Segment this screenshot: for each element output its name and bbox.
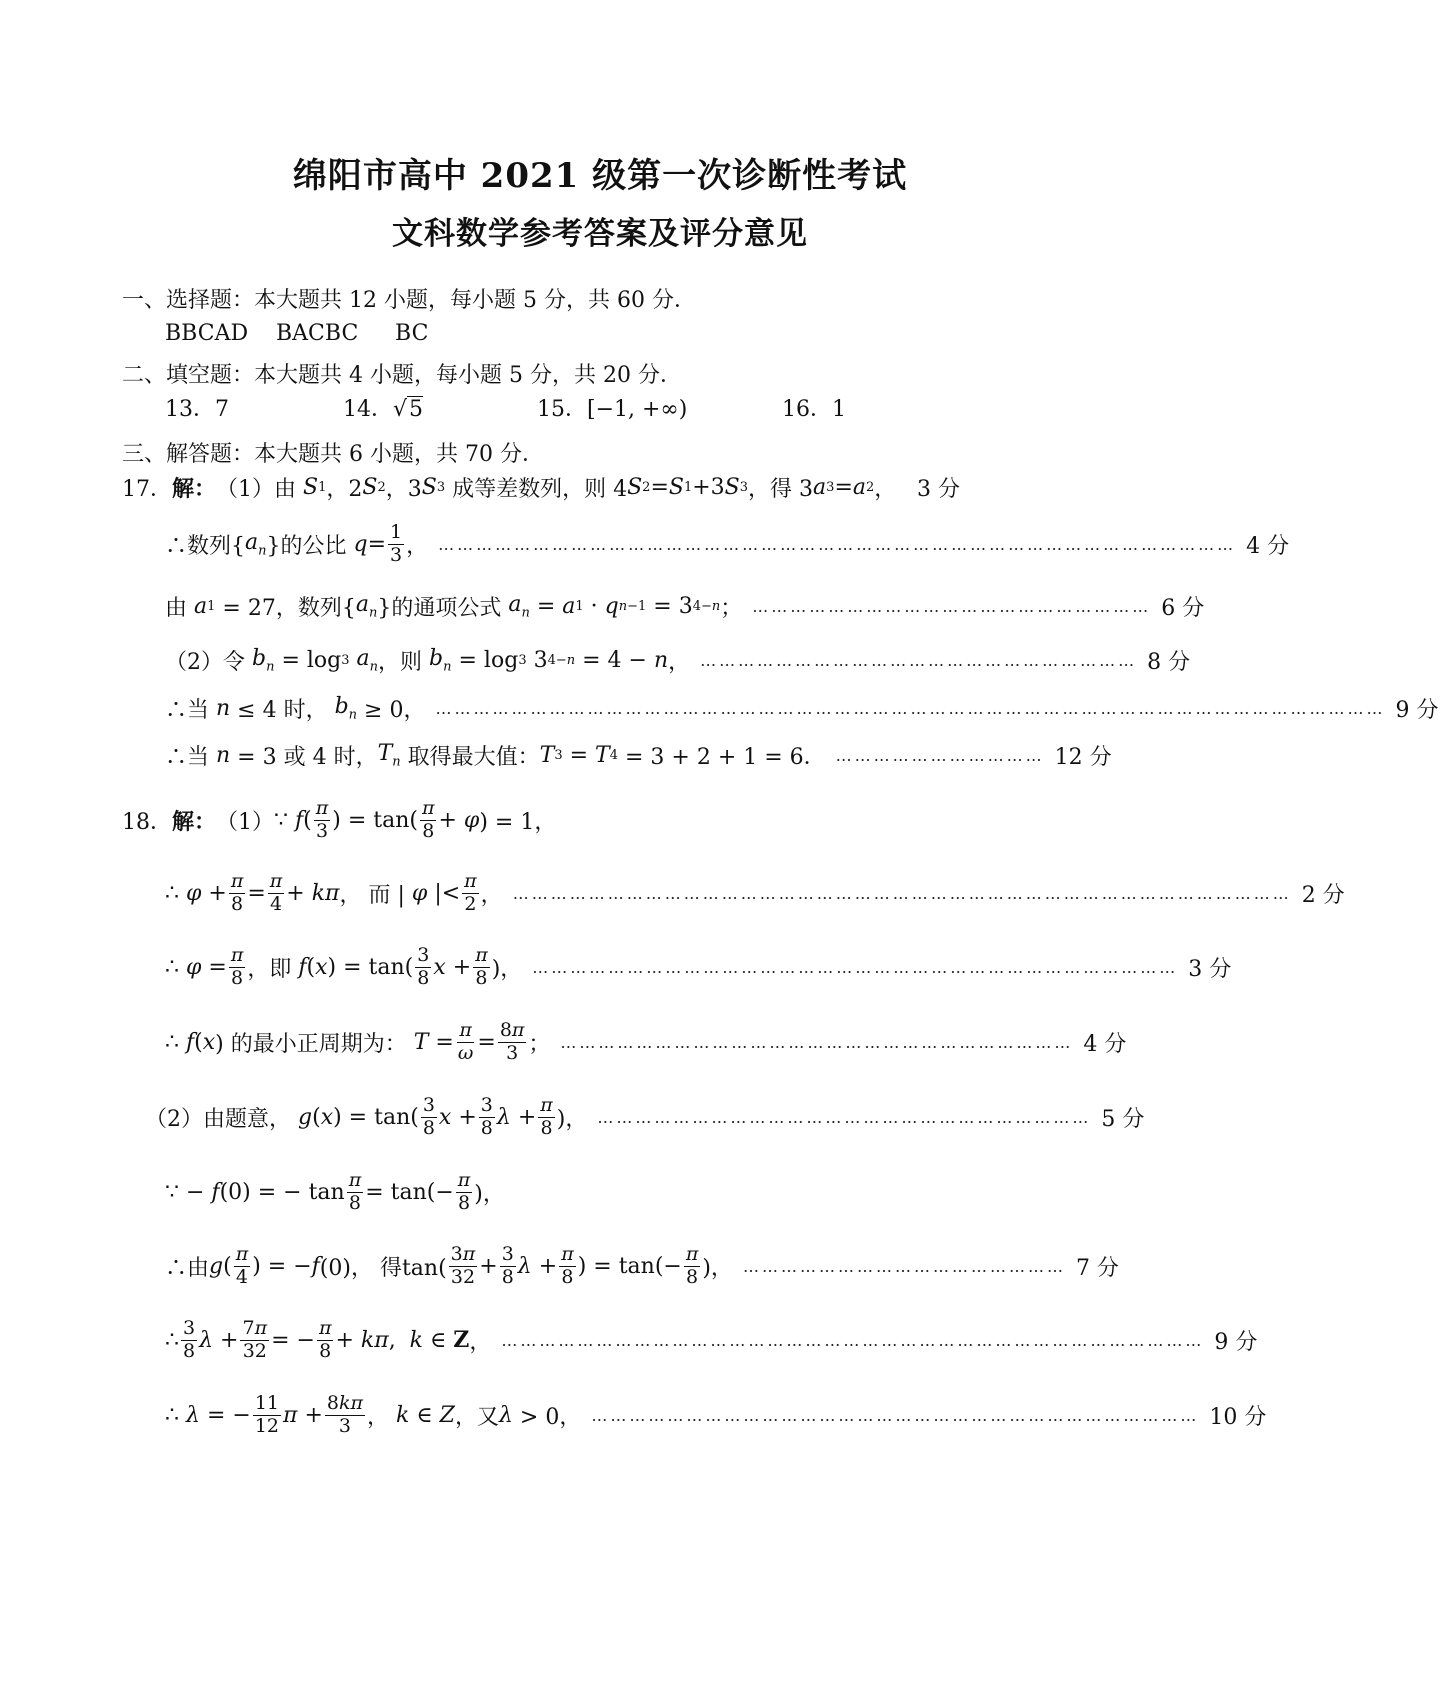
q18-line-5: （2） 由题意， g ( x ) = tan( $\frac{3}{8}$ x + $\frac{3}{8}$ λ + $\frac{\pi}{8}$ )， …………………………………………………………………… 5 分	[145, 1092, 966, 1142]
score-label: 3 分	[917, 476, 960, 502]
score-label: 4 分	[1246, 533, 1290, 559]
q18-line-4: ∴ f ( x ) 的最小正周期为： T = $\frac{\pi}{\omega}$ = $\frac{8\pi}{3}$ ； ……………………………………………………………………… 4 分	[165, 1017, 966, 1067]
fill-answer-13: 13．7	[165, 397, 229, 422]
section1-heading: 一、选择题：本大题共 12 小题，每小题 5 分，共 60 分．	[122, 287, 696, 313]
fill-answer-15: 15．[−1, +∞)	[537, 397, 688, 422]
score-label: 4 分	[1083, 1031, 1127, 1057]
q17-line-5: ∴当 n ≤ 4 时， $b_n$ ≥ 0， …………………………………………………………………………………………………………………………………… 9 分	[165, 683, 966, 733]
q18-label: 18．	[122, 809, 172, 835]
q17-line-6: ∴当 n = 3 或 4 时， $T_n$ 取得最大值： T 3 = T 4 = 3 + 2 + 1 = 6． …………………………… 12 分	[165, 730, 976, 780]
choice-answers-1-5: BBCAD	[165, 320, 249, 346]
q17-solve: 解：	[172, 475, 217, 502]
choice-answers-6-10: BACBC	[276, 320, 359, 346]
score-label: 9 分	[1214, 1329, 1258, 1355]
score-label: 9 分	[1395, 697, 1439, 723]
q18-line-7: ∴由 g ( $\frac{\pi}{4}$ ) = − f (0)， 得tan( $\frac{3\pi}{32}$ + $\frac{3}{8}$ λ + $\frac{\pi}{8}$ ) = tan(− $\frac{\pi}{8}$ )， …………………………………………… 7 分	[165, 1241, 966, 1291]
q18-solve: 解：	[172, 808, 217, 835]
q17-line-1: 17． 解： （1） 由 S 1 ，2 S 2 ，3 S 3 成等差数列，则 4 S 2 = S 1 +3 S 3 ，得 3 a 3 = a 2 ， 3 分	[122, 462, 966, 512]
page-subtitle: 文科数学参考答案及评分意见	[392, 216, 808, 252]
score-label: 10 分	[1209, 1404, 1267, 1430]
fill-answer-14: 14．√5	[343, 397, 424, 422]
score-label: 3 分	[1188, 956, 1232, 982]
q18-line-9: ∴ λ = − $\frac{11}{12}$ π + $\frac{8k\pi}{3}$ ， k ∈ Z ，又 λ > 0， …………………………………………………………………………………… 10 分	[165, 1390, 976, 1440]
score-label: 2 分	[1301, 882, 1345, 908]
score-label: 7 分	[1075, 1255, 1119, 1281]
choice-answers-11-12: BC	[395, 320, 429, 346]
q18-line-6: ∵ − f (0) = − tan $\frac{\pi}{8}$ = tan(− $\frac{\pi}{8}$ )，	[165, 1168, 505, 1214]
page-title: 绵阳市高中 2021 级第一次诊断性考试	[292, 156, 908, 196]
q18-line-8: ∴ $\frac{3}{8}$ λ + $\frac{7\pi}{32}$ = − $\frac{\pi}{8}$ + kπ , k ∈ Z ， ………………………………………………………………………………………………… 9 分	[165, 1315, 966, 1365]
q17-line-3: 由 a 1 = 27，数列{ $a_n$ }的通项公式 $a_n$ = a 1 · q n −1 = 3 4− n ； ……………………………………………………… 6 分	[165, 581, 966, 631]
q17-line-2: ∴数列{ $a_n$ }的公比 q = $\frac{1}{3}$ ， ……………………………………………………………………………………………………………… 4 分	[165, 519, 966, 569]
section3-heading: 三、解答题：本大题共 6 小题，共 70 分．	[122, 441, 544, 467]
fill-answer-16: 16．1	[782, 397, 846, 422]
score-label: 8 分	[1147, 649, 1191, 675]
score-label: 12 分	[1054, 744, 1112, 770]
section2-heading: 二、填空题：本大题共 4 小题，每小题 5 分，共 20 分．	[122, 362, 682, 388]
q17-line-4: （2） 令 $b_n$ = log 3 $a_n$ ，则 $b_n$ = log 3 3 4− n = 4 − n ， …………………………………………………………… 8 分	[165, 635, 966, 685]
q18-line-1: 18． 解： （1） ∵ f ( $\frac{\pi}{3}$ ) = tan( $\frac{\pi}{8}$ + φ ) = 1，	[122, 796, 557, 842]
score-label: 6 分	[1161, 595, 1205, 621]
q18-line-3: ∴ φ = $\frac{\pi}{8}$ ，即 f ( x ) = tan( $\frac{3}{8}$ x + $\frac{\pi}{8}$ )， ………………………………………………………………………………………… 3 分	[165, 942, 966, 992]
q18-line-2: ∴ φ + $\frac{\pi}{8}$ = $\frac{\pi}{4}$ + kπ ， 而 | φ |< $\frac{\pi}{2}$ ， …………………………………………………………………………………………………………… 2 分	[165, 868, 966, 918]
score-label: 5 分	[1101, 1106, 1145, 1132]
q17-label: 17．	[122, 476, 172, 502]
